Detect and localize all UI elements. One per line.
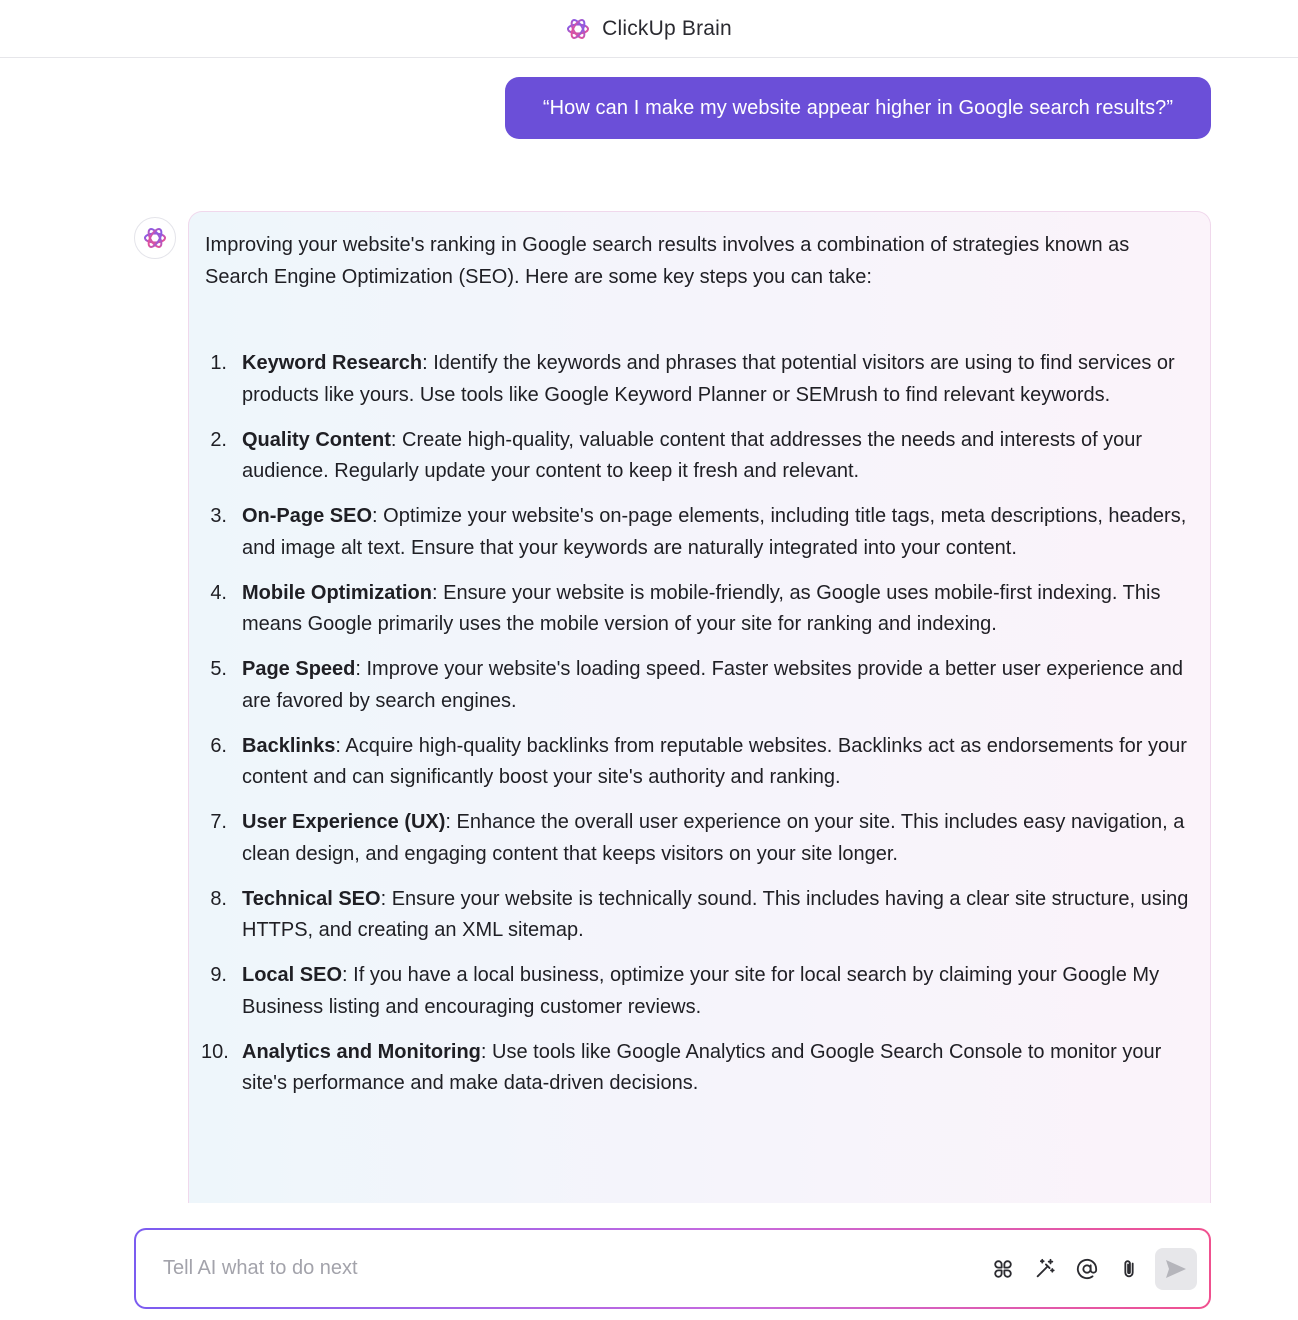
list-number: 4. bbox=[210, 581, 227, 604]
list-item bbox=[205, 960, 1194, 1023]
list-item bbox=[205, 807, 1194, 870]
clickup-brain-logo-icon bbox=[566, 17, 590, 41]
ai-response-intro: Improving your website's ranking in Google search results involves a combination of strategies known as Search Engine Optimization (SEO). Here are some key steps you can take: bbox=[205, 234, 1130, 288]
composer-tools bbox=[991, 1257, 1141, 1281]
step-text: : Optimize your website's on-page elements, including title tags, meta descriptions, headers, and image alt text. Ensure that your keywords are naturally integrated into your content. bbox=[242, 505, 1187, 559]
user-message-text: “How can I make my website appear higher in Google search results?” bbox=[542, 96, 1174, 119]
step-title: Quality Content bbox=[242, 428, 391, 451]
list-item bbox=[205, 348, 1194, 411]
step-text: : Ensure your website is mobile-friendly, as Google uses mobile-first indexing. This means Google primarily uses the mobile version of your site for ranking and indexing. bbox=[242, 581, 1161, 635]
step-text: : If you have a local business, optimize your site for local search by claiming your Google My Business listing and encouraging customer reviews. bbox=[242, 964, 1160, 1018]
step-text: : Use tools like Google Analytics and Google Search Console to monitor your site's performance and make data-driven decisions. bbox=[242, 1040, 1162, 1094]
seo-steps-list bbox=[201, 348, 1194, 1100]
step-title: Keyword Research bbox=[242, 352, 423, 374]
list-item bbox=[205, 425, 1194, 488]
list-item bbox=[205, 884, 1194, 947]
step-text: : Create high-quality, valuable content that addresses the needs and interests of your audience. Regularly update your content to keep it fresh and relevant. bbox=[242, 428, 1143, 482]
mention-icon[interactable] bbox=[1075, 1257, 1099, 1281]
clickup-brain-logo-icon bbox=[143, 226, 167, 250]
step-text: : Acquire high-quality backlinks from reputable websites. Backlinks act as endorsements for your content and can significantly boost your site's authority and ranking. bbox=[242, 734, 1187, 788]
app-header bbox=[0, 0, 1298, 58]
send-button[interactable] bbox=[1155, 1248, 1197, 1290]
step-text: : Identify the keywords and phrases that potential visitors are using to find services or products like yours. Use tools like Google Keyword Planner or SEMrush to find relevant keywords. bbox=[242, 352, 1175, 406]
user-message-bubble bbox=[505, 77, 1211, 139]
step-title: Mobile Optimization bbox=[242, 581, 432, 604]
list-number: 7. bbox=[210, 811, 227, 833]
composer bbox=[134, 1228, 1211, 1309]
list-number: 3. bbox=[210, 505, 227, 527]
list-number: 6. bbox=[210, 734, 227, 757]
list-number: 10. bbox=[201, 1040, 229, 1063]
prompt-input[interactable] bbox=[163, 1257, 991, 1280]
magic-wand-icon[interactable] bbox=[1033, 1257, 1057, 1281]
step-title: On-Page SEO bbox=[242, 505, 373, 527]
ai-avatar bbox=[134, 217, 176, 259]
composer-inner bbox=[136, 1230, 1209, 1307]
step-text: : Improve your website's loading speed. Faster websites provide a better user experience and are favored by search engines. bbox=[242, 658, 1183, 712]
step-title: Backlinks bbox=[242, 734, 336, 757]
step-title: Page Speed bbox=[242, 658, 356, 680]
list-item bbox=[205, 578, 1194, 641]
list-item bbox=[205, 731, 1194, 794]
list-number: 8. bbox=[210, 887, 227, 910]
list-number: 2. bbox=[210, 428, 227, 451]
list-item bbox=[201, 1037, 1194, 1100]
step-text: : Enhance the overall user experience on your site. This includes easy navigation, a clean design, and engaging content that keeps visitors on your site longer. bbox=[242, 811, 1185, 865]
step-title: Technical SEO bbox=[242, 887, 381, 910]
list-item bbox=[205, 501, 1194, 564]
brand bbox=[566, 17, 732, 41]
step-title: User Experience (UX) bbox=[242, 811, 446, 833]
list-number: 5. bbox=[210, 658, 227, 680]
send-icon bbox=[1164, 1257, 1188, 1281]
step-title: Local SEO bbox=[242, 964, 343, 986]
app-title: ClickUp Brain bbox=[602, 16, 732, 40]
step-text: : Ensure your website is technically sound. This includes having a clear site structure, using HTTPS, and creating an XML sitemap. bbox=[242, 887, 1189, 941]
step-title: Analytics and Monitoring bbox=[242, 1040, 481, 1063]
ai-response-card bbox=[188, 211, 1211, 1231]
list-number: 9. bbox=[210, 964, 227, 986]
attachment-icon[interactable] bbox=[1117, 1257, 1141, 1281]
list-number: 1. bbox=[210, 352, 227, 374]
apps-icon[interactable] bbox=[991, 1257, 1015, 1281]
list-item bbox=[205, 654, 1194, 717]
